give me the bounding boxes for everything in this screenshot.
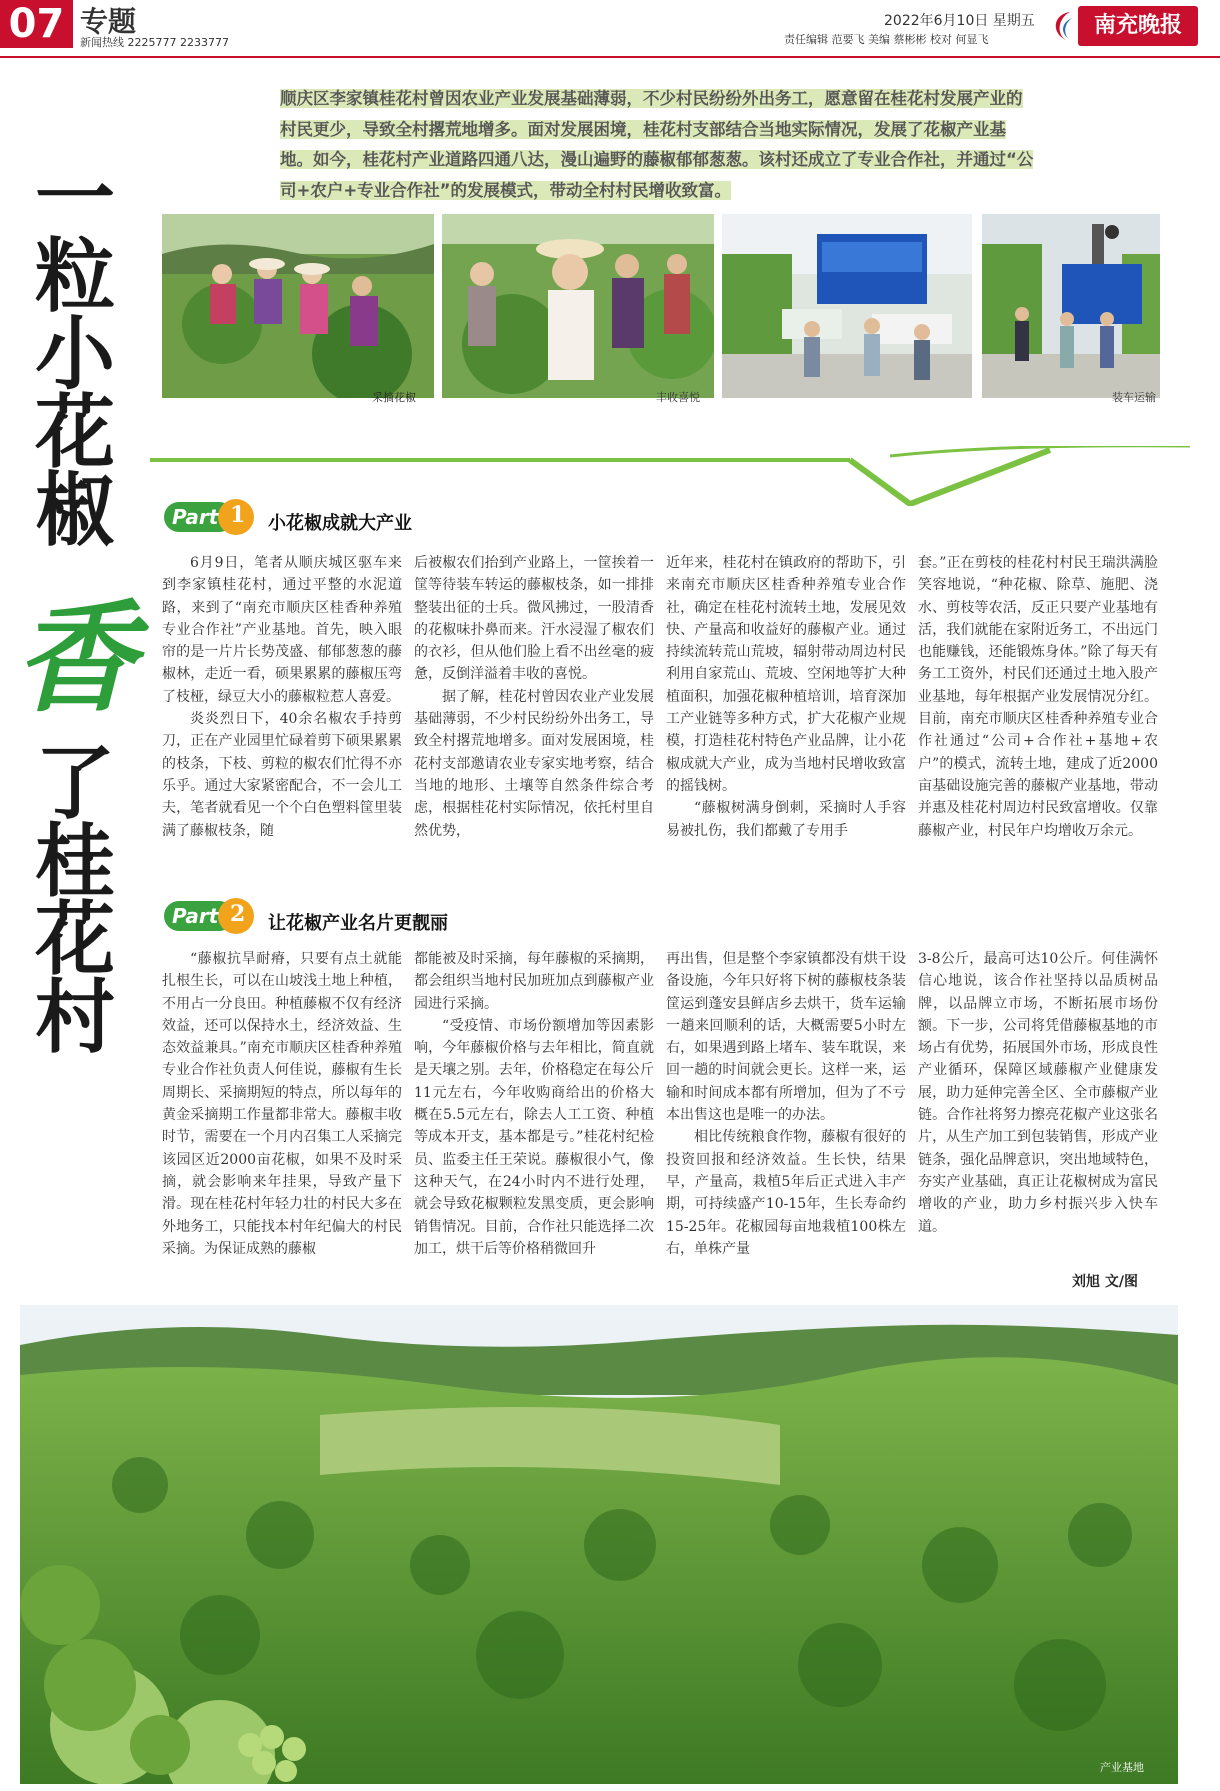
paragraph: 再出售，但是整个李家镇都没有烘干设备设施，今年只好将下树的藤椒枝条装筐运到蓬安县鲜店乡去烘干，货车运输一趟来回顺利的话，大概需要5小时左右，如果遇到路上堵车、装车耽误，来回一趟的时间就会更长。这样一来，运输和时间成本都有所增加，但为了不亏本出售这也是唯一的办法。 <box>666 951 906 1124</box>
photo-caption-harvest: 丰收喜悦 <box>656 391 700 404</box>
paragraph: “受疫情、市场份额增加等因素影响，今年藤椒价格与去年相比，简直就是天壤之别。去年，价格稳定在每公斤11元左右，今年收购商给出的价格大概在5.5元左右，除去人工工资、种植等成本开支，基本都是亏。”桂花村纪检员、监委主任王荣说。藤椒很小气，像这种天气，在24小时内不进行处理，就会导致花椒颗粒发黑变质，更会影响销售情况。目前，合作社只能选择二次加工，烘干后等价格稍微回升 <box>414 1017 654 1257</box>
part2-badge-number: 2 <box>230 901 246 927</box>
paragraph: 都能被及时采摘，每年藤椒的采摘期，都会组织当地村民加班加点到藤椒产业园进行采摘。 <box>414 951 654 1012</box>
paragraph: “藤椒树满身倒刺，采摘时人手容易被扎伤，我们都戴了专用手 <box>666 800 906 839</box>
headline-accent-character: 香 <box>15 590 135 729</box>
photo-caption-picking: 采摘花椒 <box>372 391 416 404</box>
part1-column-3 <box>666 552 906 842</box>
part2-column-1 <box>162 948 402 1260</box>
photo-truck-loading <box>722 214 972 398</box>
part2-title: 让花椒产业名片更靓丽 <box>268 913 448 934</box>
paragraph: 据了解，桂花村曾因农业产业发展基础薄弱，不少村民纷纷外出务工，导致全村撂荒地增多。面对发展困境，桂花村支部邀请农业专家实地考察，结合当地的地形、土壤等自然条件综合考虑，根据桂花村实际情况，依托村里自然优势， <box>414 688 654 839</box>
part1-column-1 <box>162 552 402 842</box>
photo-caption-transport: 装车运输 <box>1112 391 1156 404</box>
part1-badge-word: Part <box>172 505 219 529</box>
paragraph: “藤椒抗旱耐瘠，只要有点土就能扎根生长，可以在山坡浅土地上种植，不用占一分良田。种植藤椒不仅有经济效益，还可以保持水土，经济效益、生态效益兼具。”南充市顺庆区桂香种养殖专业合作社负责人何佳说，藤椒有生长周期长、采摘期短的特点，所以每年的黄金采摘期工作量都非常大。藤椒丰收时节，需要在一个月内召集工人采摘完该园区近2000亩花椒，如果不及时采摘，就会影响来年挂果，导致产量下滑。现在桂花村年轻力壮的村民大多在外地务工，只能找本村年纪偏大的村民采摘。为保证成熟的藤椒 <box>162 951 402 1257</box>
page-number: 07 <box>0 0 73 48</box>
paragraph: 套。”正在剪枝的桂花村村民王瑞洪满脸笑容地说，“种花椒、除草、施肥、浇水、剪枝等农活，反正只要产业基地有活，我们就能在家附近务工，不出远门也能赚钱，还能锻炼身体。”除了每天有务工工资外，村民们还通过土地入股产业基地，每年根据产业发展情况分红。目前，南充市顺庆区桂香种养殖专业合作社通过“公司+合作社+基地+农户”的模式，流转土地，建成了近2000亩基础设施完善的藤椒产业基地，带动并惠及桂花村周边村民致富增收。仅靠藤椒产业，村民年户均增收万余元。 <box>918 555 1158 839</box>
section-divider <box>150 446 1210 506</box>
photo-picking-pepper <box>162 214 434 398</box>
photo-caption-industry-base: 产业基地 <box>1100 1761 1144 1774</box>
photo-transport <box>982 214 1160 398</box>
part2-column-4 <box>918 948 1158 1238</box>
part1-column-4 <box>918 552 1158 842</box>
part2-column-2 <box>414 948 654 1260</box>
headline-part-2: 了桂花村 <box>35 737 115 1064</box>
photo-harvest-joy <box>442 214 714 398</box>
byline: 刘旭 文/图 <box>1072 1274 1138 1290</box>
paragraph: 近年来，桂花村在镇政府的帮助下，引来南充市顺庆区桂香种养殖专业合作社，确定在桂花村流转土地，发展见效快、产量高和收益好的藤椒产业。通过持续流转荒山荒坡，辐射带动周边村民利用自家荒山、荒坡、空闲地等扩大种植面积，加强花椒种植培训，培育深加工产业链等多种方式，扩大花椒产业规模，打造桂花村特色产业品牌，让小花椒成就大产业，成为当地村民增收致富的摇钱树。 <box>666 555 906 794</box>
photo-industry-base <box>20 1305 1178 1784</box>
paragraph: 相比传统粮食作物，藤椒有很好的投资回报和经济效益。生长快，结果早，产量高，栽植5年后正式进入丰产期，可持续盛产10-15年，生长寿命约15-25年。花椒园每亩地栽植100株左右，单株产量 <box>666 1129 906 1257</box>
part2-column-3 <box>666 948 906 1260</box>
editor-credits: 责任编辑 范要飞 美编 蔡彬彬 校对 何显飞 <box>784 33 989 46</box>
newspaper-logo: 南充晚报 <box>1078 6 1198 46</box>
newspaper-logo-icon <box>1048 8 1074 44</box>
paragraph: 3-8公斤，最高可达10公斤。何佳满怀信心地说，该合作社坚持以品质树品牌，以品牌立市场，不断拓展市场份额。下一步，公司将凭借藤椒基地的市场占有优势，拓展国外市场，形成良性产业循环，保障区域藤椒产业健康发展，助力延伸完善全区、全市藤椒产业链。合作社将努力擦亮花椒产业这张名片，从生产加工到包装销售，形成产业链条，强化品牌意识，突出地域特色，夯实产业基础，真正让花椒树成为富民增收的产业，助力乡村振兴步入快车道。 <box>918 951 1158 1235</box>
part1-title: 小花椒成就大产业 <box>268 513 412 534</box>
part2-badge-word: Part <box>172 904 219 928</box>
part1-column-2 <box>414 552 654 842</box>
paragraph: 后被椒农们抬到产业路上，一筐挨着一筐等待装车转运的藤椒枝条，如一排排整装出征的士兵。微风拂过，一股清香的花椒味扑鼻而来。汗水浸湿了椒农们的衣衫，但从他们脸上看不出丝毫的疲惫，反倒洋溢着丰收的喜悦。 <box>414 555 654 683</box>
section-title: 专题 <box>80 5 137 38</box>
lead-text: 顺庆区李家镇桂花村曾因农业产业发展基础薄弱，不少村民纷纷外出务工，愿意留在桂花村发展产业的村民更少，导致全村撂荒地增多。面对发展困境，桂花村支部结合当地实际情况，发展了花椒产业基地。如今，桂花村产业道路四通八达，漫山遍野的藤椒郁郁葱葱。该村还成立了专业合作社，并通过“公司+农户+专业合作社”的发展模式，带动全村村民增收致富。 <box>280 89 1034 200</box>
issue-date: 2022年6月10日 星期五 <box>884 13 1035 29</box>
part1-badge-number: 1 <box>230 502 246 528</box>
paragraph: 炎炎烈日下，40余名椒农手持剪刀，正在产业园里忙碌着剪下硕果累累的枝条，下枝、剪粒的椒农们忙得不亦乐乎。通过大家紧密配合，不一会儿工夫，笔者就看见一个个白色塑料筐里装满了藤椒枝条，随 <box>162 711 402 839</box>
lead-paragraph <box>280 84 1038 206</box>
headline-part-1: 一粒小花椒 <box>35 152 115 557</box>
news-hotline: 新闻热线 2225777 2233777 <box>80 36 229 49</box>
paragraph: 6月9日，笔者从顺庆城区驱车来到李家镇桂花村，通过平整的水泥道路，来到了“南充市顺庆区桂香种养殖专业合作社”产业基地。首先，映入眼帘的是一片片长势茂盛、郁郁葱葱的藤椒林，走近一看，硕果累累的藤椒压弯了枝桠，绿豆大小的藤椒粒惹人喜爱。 <box>162 555 402 705</box>
